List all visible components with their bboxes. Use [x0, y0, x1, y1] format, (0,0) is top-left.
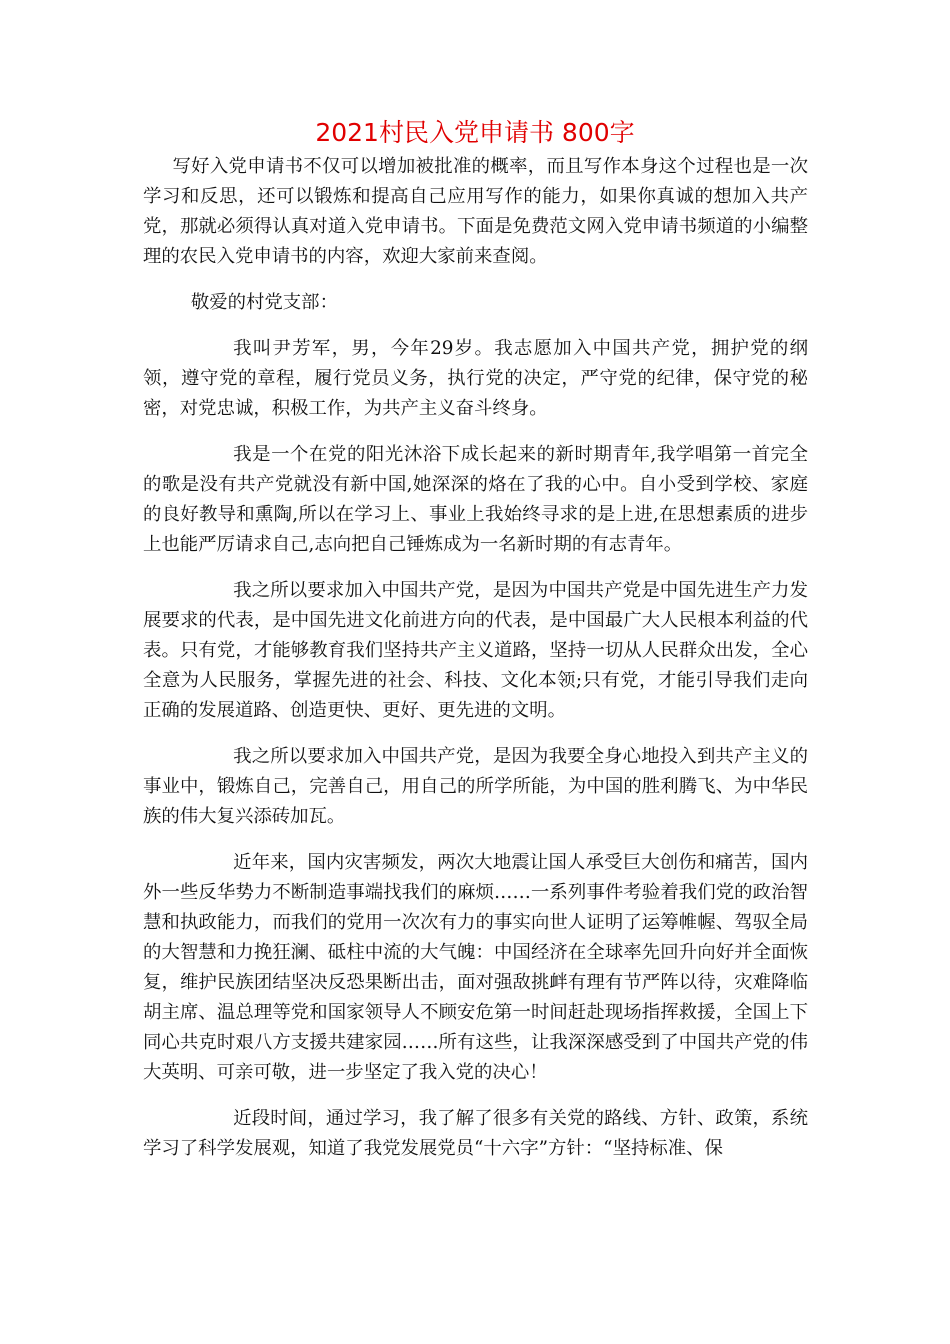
body-paragraph-3: 我之所以要求加入中国共产党，是因为中国共产党是中国先进生产力发展要求的代表，是中国先进文化前进方向的代表，是中国最广大人民根本利益的代表。只有党，才能够教育我们坚持共产主义道路，坚持一切从人民群众出发，全心全意为人民服务，掌握先进的社会、科技、文化本领;只有党，才能引导我们走向正确的发展道路、创造更快、更好、更先进的文明。: [143, 580, 808, 721]
document-title: 2021村民入党申请书 800字: [315, 118, 635, 147]
document-body: [143, 152, 808, 1164]
body-paragraph-5: 近年来，国内灾害频发，两次大地震让国人承受巨大创伤和痛苦，国内外一些反华势力不断制造事端找我们的麻烦……一系列事件考验着我们党的政治智慧和执政能力，而我们的党用一次次有力的事实向世人证明了运筹帷幄、驾驭全局的大智慧和力挽狂澜、砥柱中流的大气魄：中国经济在全球率先回升向好并全面恢复，维护民族团结坚决反恐果断出击，面对强敌挑衅有理有节严阵以待，灾难降临胡主席、温总理等党和国家领导人不顾安危第一时间赶赴现场指挥救援，全国上下同心共克时艰八方支援共建家园……所有这些，让我深深感受到了中国共产党的伟大英明、可亲可敬，进一步坚定了我入党的决心！: [143, 852, 808, 1083]
salutation: 敬爱的村党支部：: [190, 292, 338, 313]
body-paragraph-2: 我是一个在党的阳光沐浴下成长起来的新时期青年,我学唱第一首完全的歌是没有共产党就没有新中国,她深深的烙在了我的心中。自小受到学校、家庭的良好教导和熏陶,所以在学习上、事业上我始终寻求的是上进,在思想素质的进步上也能严厉请求自己,志向把自己锤炼成为一名新时期的有志青年。: [143, 444, 808, 555]
body-paragraph-6: 近段时间，通过学习，我了解了很多有关党的路线、方针、政策，系统学习了科学发展观，知道了我党发展党员“十六字”方针：“坚持标准、保: [143, 1108, 808, 1159]
body-paragraph-4: 我之所以要求加入中国共产党，是因为我要全身心地投入到共产主义的事业中，锻炼自己，完善自己，用自己的所学所能，为中国的胜利腾飞、为中华民族的伟大复兴添砖加瓦。: [143, 746, 808, 827]
intro-paragraph: 写好入党申请书不仅可以增加被批准的概率，而且写作本身这个过程也是一次学习和反思，还可以锻炼和提高自己应用写作的能力，如果你真诚的想加入共产党，那就必须得认真对道入党申请书。下面是免费范文网入党申请书频道的小编整理的农民入党申请书的内容，欢迎大家前来查阅。: [143, 156, 808, 267]
body-paragraph-1: 我叫尹芳军，男，今年29岁。我志愿加入中国共产党，拥护党的纲领，遵守党的章程，履行党员义务，执行党的决定，严守党的纪律，保守党的秘密，对党忠诚，积极工作，为共产主义奋斗终身。: [143, 338, 808, 419]
